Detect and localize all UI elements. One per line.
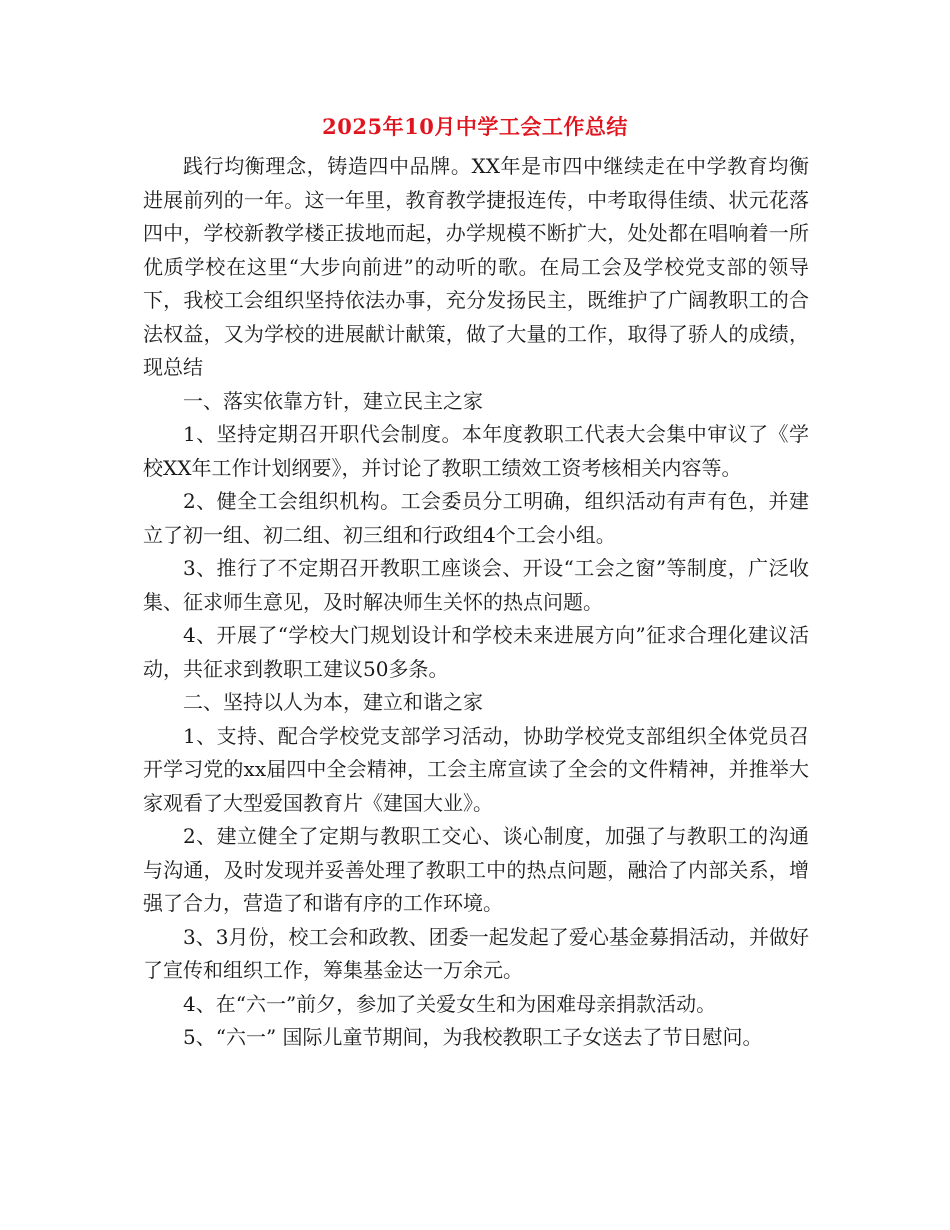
list-item: 4、在“六一”前夕，参加了关爱女生和为困难母亲捐款活动。 xyxy=(183,991,717,1016)
list-item: 2、建立健全了定期与教职工交心、谈心制度，加强了与教职工的沟通与沟通，及时发现并妥善处理了教职工中的热点问题，融洽了内部关系，增强了合力，营造了和谐有序的工作环境。 xyxy=(143,824,809,915)
document-title: 2025年10月中学工会工作总结 xyxy=(322,114,628,139)
list-item: 3、推行了不定期召开教职工座谈会、开设“工会之窗”等制度，广泛收集、征求师生意见，及时解决师生关怀的热点问题。 xyxy=(143,556,809,614)
list-item: 4、开展了“学校大门规划设计和学校未来进展方向”征求合理化建议活动，共征求到教职工建议50多条。 xyxy=(143,623,809,681)
list-item: 3、3月份，校工会和政教、团委一起发起了爱心基金募捐活动，并做好了宣传和组织工作，筹集基金达一万余元。 xyxy=(143,924,809,982)
list-item: 2、健全工会组织机构。工会委员分工明确，组织活动有声有色，并建立了初一组、初二组、初三组和行政组4个工会小组。 xyxy=(143,489,809,547)
list-item: 1、支持、配合学校党支部学习活动，协助学校党支部组织全体党员召开学习党的xx届四中全会精神，工会主席宣读了全会的文件精神，并推举大家观看了大型爱国教育片《建国大业》。 xyxy=(143,723,809,815)
list-item: 5、“六一” 国际儿童节期间，为我校教职工子女送去了节日慰问。 xyxy=(183,1025,763,1049)
list-item: 1、坚持定期召开职代会制度。本年度教职工代表大会集中审议了《学校XX年工作计划纲要》，并讨论了教职工绩效工资考核相关内容等。 xyxy=(143,422,809,480)
section-heading-2: 二、坚持以人为本，建立和谐之家 xyxy=(183,690,483,714)
document-body xyxy=(143,150,809,1055)
intro-paragraph: 践行均衡理念，铸造四中品牌。XX年是市四中继续走在中学教育均衡进展前列的一年。这一年里，教育教学捷报连传，中考取得佳绩、状元花落四中，学校新教学楼正拔地而起，办学规模不断扩大，处处都在唱响着一所优质学校在这里“大步向前进”的动听的歌。在局工会及学校党支部的领导下，我校工会组织坚持依法办事，充分发扬民主，既维护了广阔教职工的合法权益，又为学校的进展献计献策，做了大量的工作，取得了骄人的成绩，现总结 xyxy=(143,154,809,379)
section-heading-1: 一、落实依靠方针，建立民主之家 xyxy=(183,388,483,413)
